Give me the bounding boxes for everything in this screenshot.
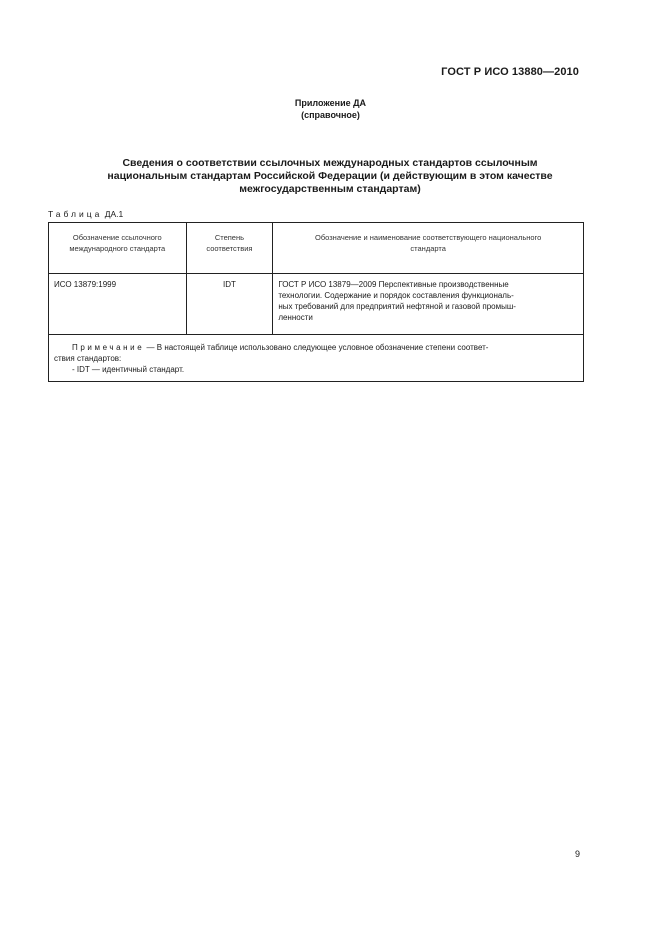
cell-text-line: технологии. Содержание и порядок составления функциональ- <box>278 291 514 300</box>
section-title <box>60 157 600 196</box>
header-national-standard <box>273 223 584 274</box>
cell-national <box>273 274 584 335</box>
cell-text-line: ГОСТ Р ИСО 13879—2009 Перспективные производственные <box>278 280 509 289</box>
note-line <box>54 342 578 353</box>
table-label <box>48 209 123 219</box>
header-text: соответствия <box>206 244 253 253</box>
page-number: 9 <box>575 849 581 859</box>
correspondence-table <box>48 222 584 382</box>
note-text: — В настоящей таблице использовано следующее условное обозначение степени соответ- <box>144 343 489 352</box>
header-text: стандарта <box>410 244 446 253</box>
annex-title: Приложение ДА <box>294 98 367 108</box>
document-code: ГОСТ Р ИСО 13880—2010 <box>441 66 579 78</box>
note-line: ствия стандартов: <box>54 354 122 363</box>
annex-type: (справочное) <box>301 110 360 120</box>
table-row <box>49 274 584 335</box>
cell-reference: ИСО 13879:1999 <box>49 274 187 335</box>
note-lead: Примечание <box>72 343 145 352</box>
cell-degree: IDT <box>186 274 273 335</box>
table-label-number: ДА.1 <box>104 209 124 219</box>
note-line: - IDT — идентичный стандарт. <box>72 365 185 374</box>
header-text: Обозначение ссылочного <box>72 233 162 242</box>
section-title-line: Сведения о соответствии ссылочных международных стандартов ссылочным <box>122 157 538 169</box>
cell-text-line: ленности <box>278 313 313 322</box>
table-header-row <box>49 223 584 274</box>
header-text: Обозначение и наименование соответствующего национального <box>315 233 542 242</box>
table-label-word: Таблица <box>48 209 103 219</box>
header-degree <box>186 223 273 274</box>
table-note <box>49 335 584 382</box>
header-text: Степень <box>214 233 245 242</box>
section-title-line: национальным стандартам Российской Федерации (и действующим в этом качестве <box>107 170 553 182</box>
header-text: международного стандарта <box>69 244 166 253</box>
header-reference-standard <box>49 223 187 274</box>
section-title-line: межгосударственным стандартам) <box>239 183 421 195</box>
table-note-row <box>49 335 584 382</box>
cell-text-line: ных требований для предприятий нефтяной и газовой промыш- <box>278 302 516 311</box>
annex-heading <box>0 97 661 121</box>
